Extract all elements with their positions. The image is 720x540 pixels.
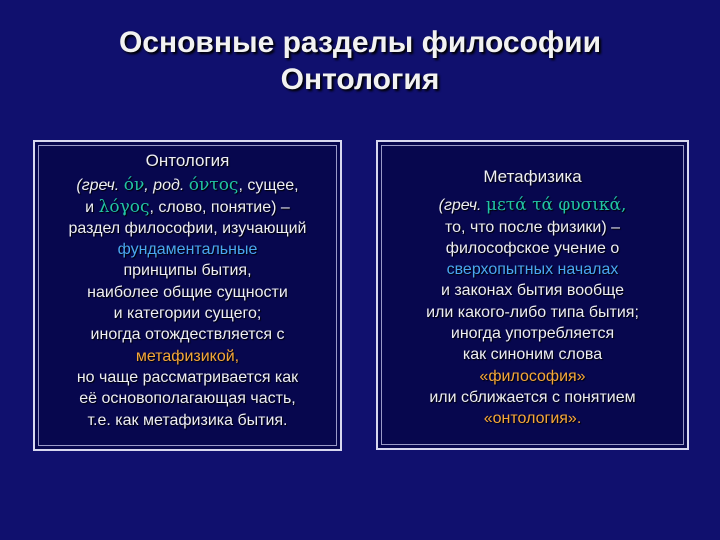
metaphysics-line-1 — [378, 195, 687, 216]
ontology-line-3: раздел философии, изучающий — [68, 219, 307, 237]
metaphysics-l1-a: (греч. — [438, 197, 482, 215]
ontology-panel — [33, 140, 342, 451]
ontology-line-2 — [35, 197, 340, 218]
metaphysics-line-11: «онтология». — [483, 410, 582, 428]
metaphysics-line-3: философское учение о — [445, 239, 620, 257]
greek-on: όν — [123, 175, 145, 196]
ontology-heading: Онтология — [145, 151, 230, 170]
ontology-line-4: фундаментальные — [117, 241, 258, 259]
ontology-l2-b: , слово, понятие) – — [149, 198, 290, 216]
ontology-l1-b: , род. — [144, 177, 185, 195]
metaphysics-line-5: и законах бытия вообще — [440, 282, 625, 300]
ontology-l1-c: , сущее, — [238, 177, 299, 195]
ontology-line-11: её основополагающая часть, — [79, 390, 296, 408]
ontology-line-7: и категории сущего; — [113, 305, 262, 323]
ontology-line-8: иногда отождествляется с — [90, 326, 285, 344]
metaphysics-line-8: как синоним слова — [462, 346, 603, 364]
ontology-line-12: т.е. как метафизика бытия. — [87, 411, 288, 429]
metaphysics-heading: Метафизика — [483, 167, 582, 186]
ontology-line-6: наиболее общие сущности — [87, 283, 288, 301]
ontology-l1-a: (греч. — [76, 177, 120, 195]
slide-title: Основные разделы философии — [118, 26, 602, 59]
metaphysics-line-9: «философия» — [479, 367, 586, 385]
ontology-line-5: принципы бытия, — [123, 262, 252, 280]
metaphysics-line-10: или сближается с понятием — [429, 388, 636, 406]
metaphysics-panel — [376, 140, 689, 450]
metaphysics-line-2: то, что после физики) – — [445, 218, 620, 236]
metaphysics-line-6: или какого-либо типа бытия; — [426, 303, 639, 321]
ontology-l2-a: и — [85, 198, 95, 216]
slide-subtitle: Онтология — [280, 63, 440, 96]
greek-ontos: όντος — [188, 175, 239, 196]
greek-logos: λόγος — [98, 196, 150, 217]
ontology-line-10: но чаще рассматривается как — [76, 368, 299, 386]
ontology-line-9: метафизикой, — [135, 347, 240, 365]
metaphysics-line-4: сверхопытных началах — [446, 261, 619, 279]
ontology-line-1 — [35, 175, 340, 196]
metaphysics-line-7: иногда употребляется — [450, 325, 615, 343]
greek-meta-ta-physika: μετά τά φυσικά, — [485, 195, 627, 216]
